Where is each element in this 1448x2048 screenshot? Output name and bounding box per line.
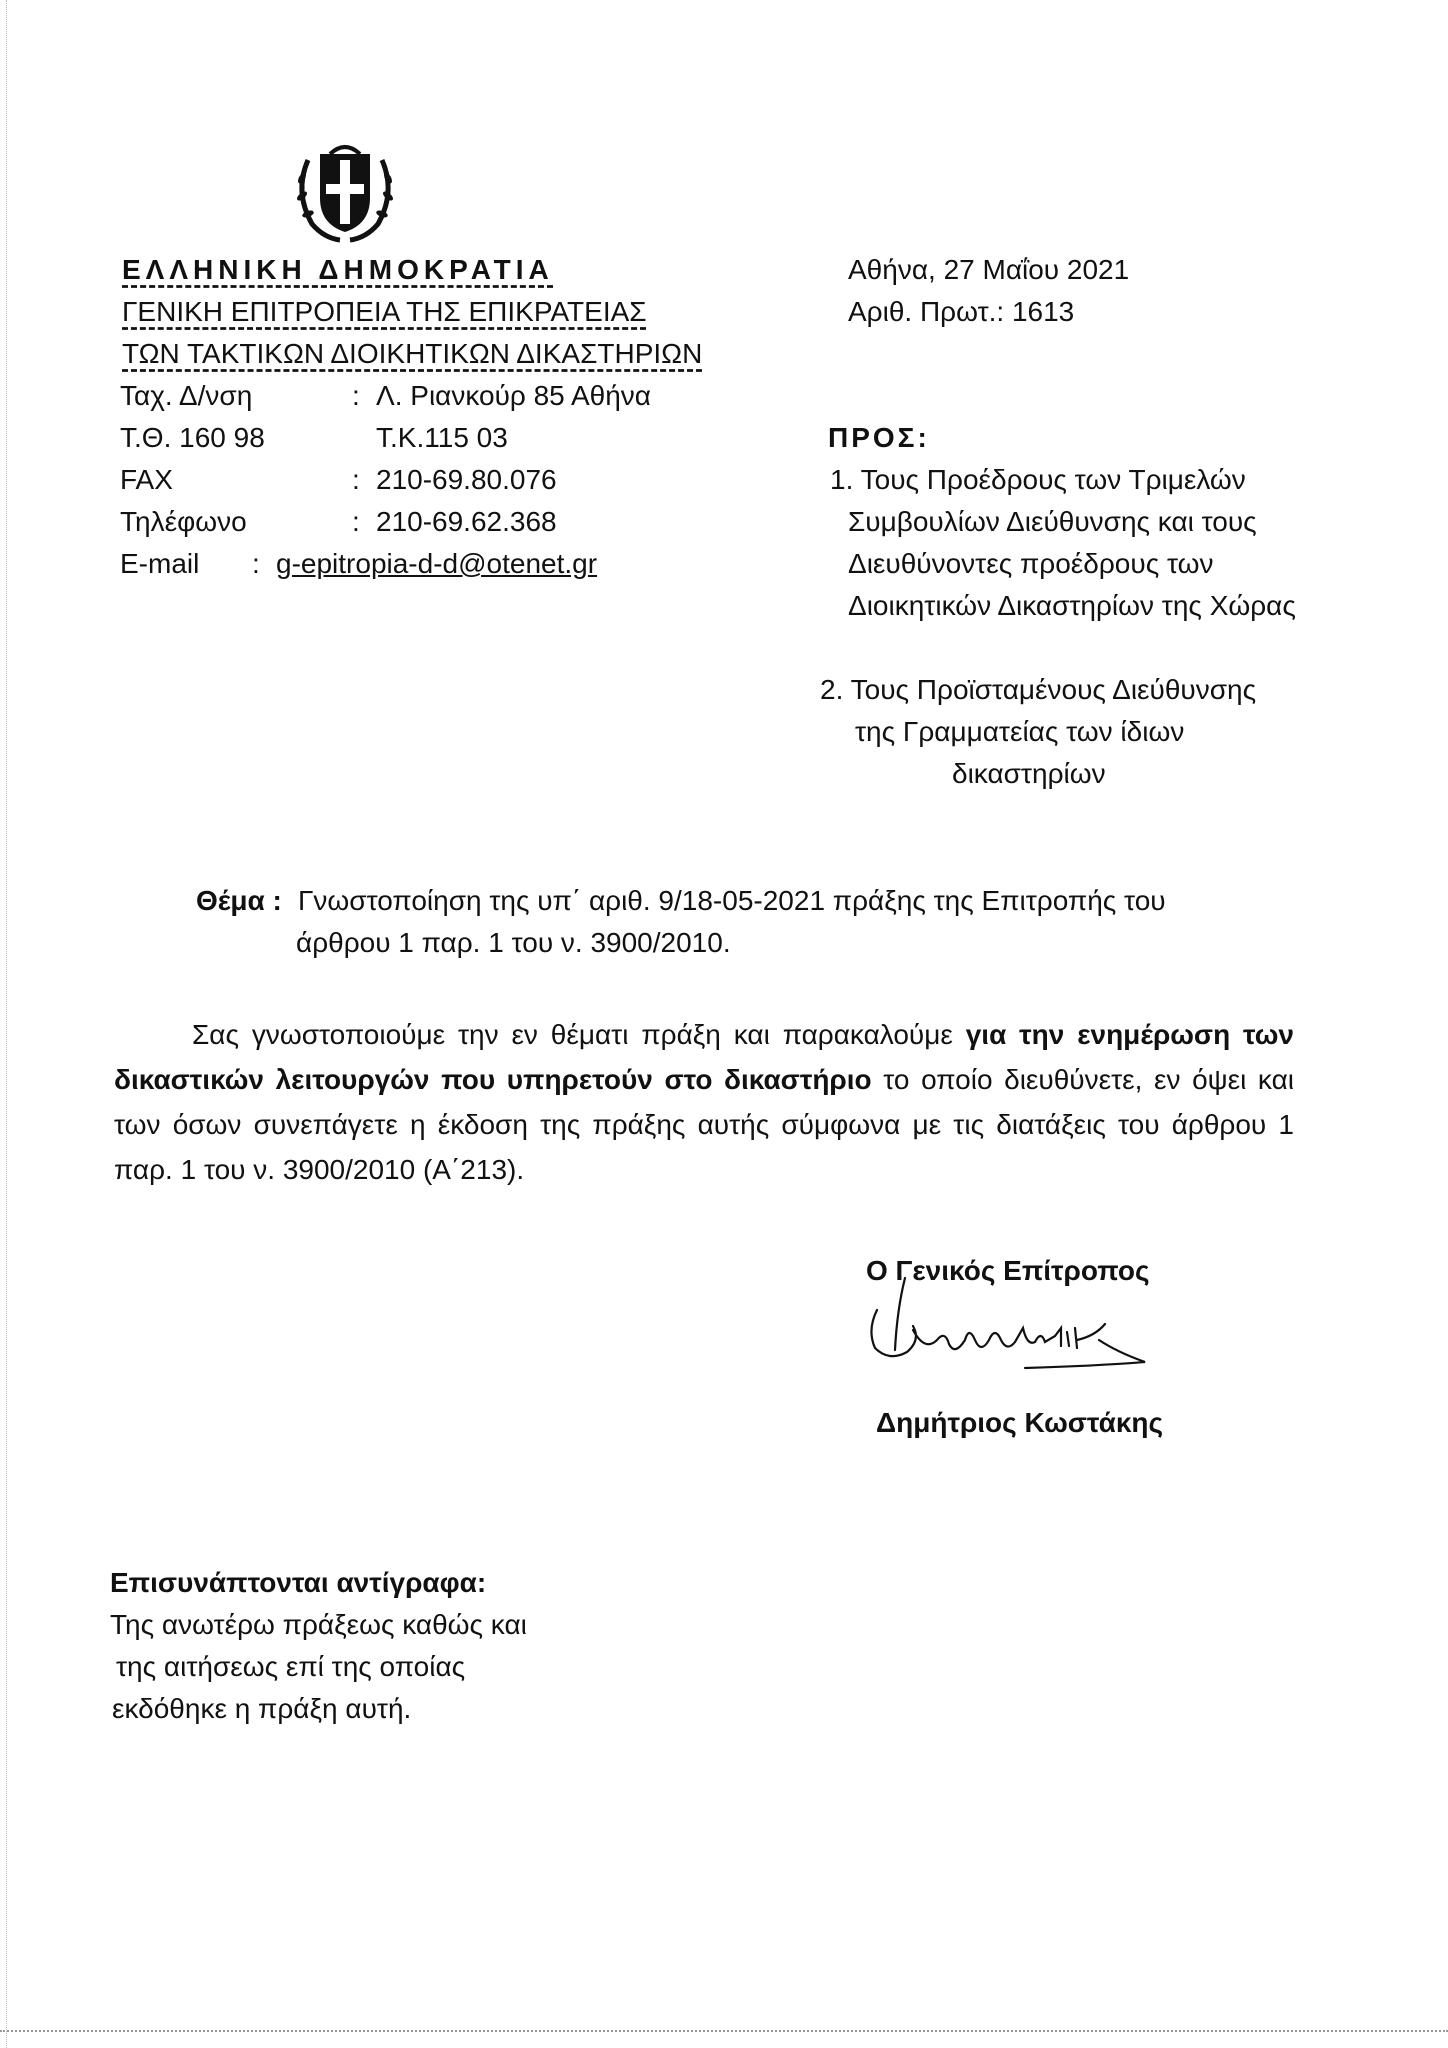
contact-value-address: Λ. Ριανκούρ 85 Αθήνα	[376, 380, 651, 411]
document-date: Αθήνα, 27 Μαΐου 2021	[848, 254, 1130, 285]
recipient-1-line-2: Συμβουλίων Διεύθυνσης και τους	[848, 506, 1257, 537]
contact-label-fax: FAX	[120, 464, 173, 495]
scan-bottom-edge	[0, 2030, 1448, 2032]
body-text-bold: για την ενημέρωση των δικαστικών λειτουργών που υπηρετούν στο δικαστήριο	[114, 1019, 1295, 1095]
signatory-name: Δημήτριος Κωστάκης	[876, 1407, 1164, 1438]
subject-line-1: Γνωστοποίηση της υπ΄ αριθ. 9/18-05-2021 πράξης της Επιτροπής του	[298, 885, 1166, 916]
contact-label-email: E-mail	[120, 548, 200, 579]
subject-label: Θέμα :	[196, 885, 282, 916]
protocol-number: Αριθ. Πρωτ.: 1613	[848, 296, 1075, 327]
body-text-part-1: Σας γνωστοποιούμε την εν θέματι πράξη και παρακαλούμε	[192, 1019, 966, 1050]
contact-value-postcode: Τ.Κ.115 03	[376, 422, 508, 453]
contact-sep-address: :	[352, 380, 360, 411]
header-line-2: ΓΕΝΙΚΗ ΕΠΙΤΡΟΠΕΙΑ ΤΗΣ ΕΠΙΚΡΑΤΕΙΑΣ	[122, 296, 647, 327]
contact-label-phone: Τηλέφωνο	[120, 506, 247, 537]
recipient-1-line-3: Διευθύνοντες προέδρους των	[848, 548, 1214, 579]
contact-value-fax: 210-69.80.076	[376, 464, 557, 495]
contact-sep-fax: :	[352, 464, 360, 495]
header-line-3: ΤΩΝ ΤΑΚΤΙΚΩΝ ΔΙΟΙΚΗΤΙΚΩΝ ΔΙΚΑΣΤΗΡΙΩΝ	[122, 338, 703, 369]
recipient-1-line-1: 1. Τους Προέδρους των Τριμελών	[830, 464, 1246, 495]
recipient-2-line-2: της Γραμματείας των ίδιων	[855, 716, 1185, 747]
contact-label-pobox: Τ.Θ. 160 98	[120, 422, 265, 453]
contact-value-phone: 210-69.62.368	[376, 506, 557, 537]
subject-line-2: άρθρου 1 παρ. 1 του ν. 3900/2010.	[296, 927, 731, 958]
recipient-2-line-3: δικαστηρίων	[952, 758, 1106, 789]
header-line-1: ΕΛΛΗΝΙΚΗ ΔΗΜΟΚΡΑΤΙΑ	[122, 254, 554, 285]
attachments-line-1: Της ανωτέρω πράξεως καθώς και	[110, 1609, 527, 1640]
signatory-title: Ο Γενικός Επίτροπος	[866, 1255, 1150, 1286]
scan-edge	[6, 0, 7, 2048]
body-paragraph	[114, 1012, 1294, 1192]
contact-sep-email: :	[252, 548, 260, 579]
body-text-part-2: το οποίο διευθύνετε, εν όψει και των όσων συνεπάγετε η έκδοση της πράξης αυτής σύμφωνα με τις διατάξεις του άρθρου 1 παρ. 1 του ν. 3900/2010 (Α΄213).	[114, 1064, 1294, 1185]
attachments-title: Επισυνάπτονται αντίγραφα:	[110, 1567, 487, 1598]
contact-sep-phone: :	[352, 506, 360, 537]
attachments-line-2: της αιτήσεως επί της οποίας	[116, 1651, 466, 1682]
recipient-2-line-1: 2. Τους Προϊσταμένους Διεύθυνσης	[820, 674, 1257, 705]
contact-label-address: Ταχ. Δ/νση	[120, 380, 253, 411]
recipients-title: ΠΡΟΣ:	[828, 422, 930, 453]
handwritten-signature	[855, 1270, 1165, 1390]
contact-email-link[interactable]: g-epitropia-d-d@otenet.gr	[276, 548, 598, 579]
recipient-1-line-4: Διοικητικών Δικαστηρίων της Χώρας	[848, 590, 1296, 621]
greek-coat-of-arms-icon	[290, 140, 400, 245]
attachments-line-3: εκδόθηκε η πράξη αυτή.	[112, 1693, 412, 1724]
